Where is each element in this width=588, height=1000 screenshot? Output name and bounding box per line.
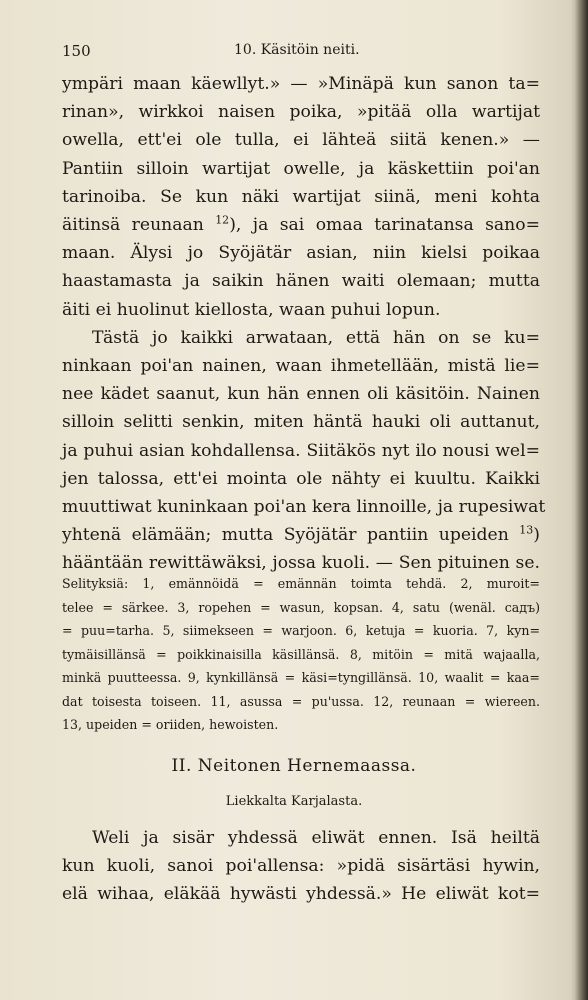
footnote-ref-12: 12 bbox=[215, 213, 230, 227]
running-head: 10. Käsitöin neiti. bbox=[234, 42, 360, 58]
text-fragment: äitinsä reunaan bbox=[62, 215, 204, 236]
text-line: nee kädet saanut, kun hän ennen oli käsitöin. Nainen bbox=[62, 384, 540, 405]
footnote-line: dat toisesta toiseen. 11, asussa = pu'ussa. 12, reunaan = wiereen. bbox=[62, 693, 540, 709]
text-line: ninkaan poi'an nainen, waan ihmetellään, mistä lie= bbox=[62, 356, 540, 377]
section-subtitle: Liekkalta Karjalasta. bbox=[225, 794, 363, 809]
text-line: kun kuoli, sanoi poi'allensa: »pidä sisärtäsi hywin, bbox=[62, 856, 540, 877]
footnote-line: Selityksiä: 1, emännöidä = emännän toimta tehdä. 2, muroit= bbox=[62, 576, 540, 591]
text-fragment: ), ja sai omaa tarinatansa sano= bbox=[229, 215, 540, 236]
footnote-line: tymäisillänsä = poikkinaisilla käsillänsä. 8, mitöin = mitä wajaalla, bbox=[62, 646, 540, 662]
footnote-line: minkä puutteessa. 9, kynkillänsä = käsi=tyngillänsä. 10, waalit = kaa= bbox=[62, 670, 540, 685]
page-number: 150 bbox=[62, 42, 91, 60]
text-line: ja puhui asian kohdallensa. Siitäkös nyt ilo nousi wel= bbox=[62, 440, 540, 461]
footnotes bbox=[62, 572, 540, 737]
section-body bbox=[62, 824, 540, 909]
page-edge bbox=[574, 0, 588, 1000]
footnote-line: = puu=tarha. 5, siimekseen = warjoon. 6, ketuja = kuoria. 7, kyn= bbox=[62, 623, 540, 638]
page-header bbox=[62, 42, 512, 62]
footnote-line: 13, upeiden = oriiden, hewoisten. bbox=[62, 717, 279, 732]
paragraph-2 bbox=[62, 324, 546, 578]
text-line: muuttiwat kuninkaan poi'an kera linnoille, ja rupesiwat bbox=[62, 497, 546, 518]
main-text bbox=[62, 70, 546, 578]
text-line: rinan», wirkkoi naisen poika, »pitää olla wartijat bbox=[62, 102, 540, 123]
text-line: äiti ei huolinut kiellosta, waan puhui lopun. bbox=[62, 299, 441, 320]
text-line: haastamasta ja saikin hänen waiti olemaan; mutta bbox=[62, 271, 540, 292]
text-line: elä wihaa, eläkää hywästi yhdessä.» He eliwät kot= bbox=[62, 884, 540, 905]
text-line: tarinoiba. Se kun näki wartijat siinä, meni kohta bbox=[62, 186, 540, 207]
text-line bbox=[62, 211, 540, 239]
paragraph-1 bbox=[62, 70, 540, 324]
text-line: yhtenä elämään; mutta Syöjätär pantiin upeiden $^{13}$) bbox=[62, 523, 540, 546]
text-line: hääntään rewittäwäksi, jossa kuoli. — Sen pituinen se. bbox=[62, 553, 540, 574]
text-line: maan. Älysi jo Syöjätär asian, niin kielsi poikaa bbox=[62, 243, 540, 264]
text-line: silloin selitti senkin, miten häntä hauki oli auttanut, bbox=[62, 412, 540, 433]
text-line: owella, ett'ei ole tulla, ei lähteä siitä kenen.» — bbox=[62, 130, 540, 151]
text-line: Tästä jo kaikki arwataan, että hän on se ku= bbox=[92, 327, 540, 348]
text-line: Weli ja sisär yhdessä eliwät ennen. Isä heiltä bbox=[92, 828, 540, 848]
footnote-ref-13: 13 bbox=[519, 523, 534, 537]
text-line: ympäri maan käewllyt.» — »Minäpä kun sanon ta= bbox=[62, 74, 540, 94]
text-line: jen talossa, ett'ei mointa ole nähty ei kuultu. Kaikki bbox=[62, 468, 540, 489]
text-fragment: yhtenä elämään; mutta Syöjätär pantiin upeiden bbox=[62, 525, 509, 546]
section-title: II. Neitonen Hernemaassa. bbox=[171, 756, 417, 776]
footnote-line: telee = särkee. 3, ropehen = wasun, kopsan. 4, satu (wenäl. cадъ) bbox=[62, 599, 540, 615]
text-line: Pantiin silloin wartijat owelle, ja käskettiin poi'an bbox=[62, 158, 540, 179]
